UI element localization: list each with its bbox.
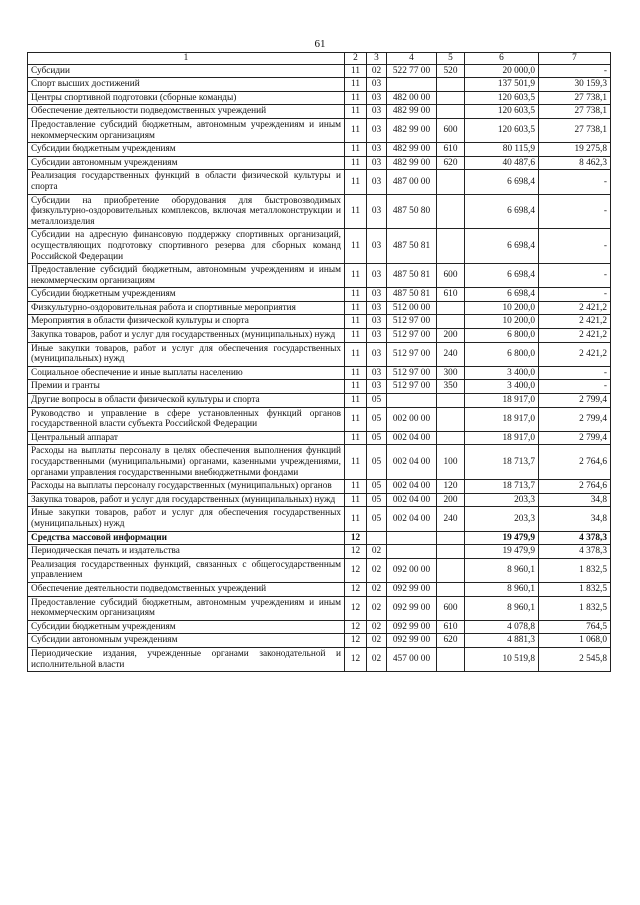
section-code: 12 [345,596,367,620]
amount-plan: 8 960,1 [465,596,539,620]
header-cell: 5 [437,53,465,65]
subsection-code: 03 [367,143,387,157]
subsection-code: 03 [367,264,387,288]
target-item-code: 512 00 00 [387,301,437,315]
amount-plan: 6 800,0 [465,342,539,366]
row-name: Иные закупки товаров, работ и услуг для обеспечения государственных (муниципальных) нужд [28,507,345,531]
header-cell: 7 [539,53,611,65]
table-row [28,366,611,380]
table-row [28,342,611,366]
target-item-code: 092 00 00 [387,558,437,582]
table-row [28,78,611,92]
section-code: 11 [345,480,367,494]
expense-type-code: 610 [437,620,465,634]
amount-actual: 2 421,2 [539,329,611,343]
budget-table [27,52,611,672]
section-code: 12 [345,545,367,559]
amount-actual: - [539,170,611,194]
expense-type-code [437,558,465,582]
target-item-code: 482 99 00 [387,156,437,170]
row-name: Закупка товаров, работ и услуг для государственных (муниципальных) нужд [28,493,345,507]
subsection-code: 02 [367,634,387,648]
section-code: 11 [345,380,367,394]
page-number: 61 [314,38,326,50]
table-row [28,380,611,394]
amount-plan: 120 603,5 [465,105,539,119]
section-code: 11 [345,91,367,105]
section-code: 11 [345,342,367,366]
expense-type-code: 600 [437,264,465,288]
subsection-code: 03 [367,380,387,394]
expense-type-code: 520 [437,64,465,78]
subsection-code: 05 [367,507,387,531]
expense-type-code: 100 [437,445,465,480]
amount-plan: 203,3 [465,507,539,531]
amount-actual: - [539,194,611,229]
amount-actual: - [539,366,611,380]
row-name: Периодические издания, учрежденные органами законодательной и исполнительной власти [28,647,345,671]
subsection-code: 05 [367,493,387,507]
subsection-code: 05 [367,445,387,480]
amount-actual: 1 832,5 [539,596,611,620]
expense-type-code: 610 [437,143,465,157]
subsection-code: 02 [367,558,387,582]
expense-type-code [437,582,465,596]
expense-type-code [437,647,465,671]
subsection-code: 03 [367,342,387,366]
target-item-code: 002 04 00 [387,507,437,531]
table-row [28,91,611,105]
amount-actual: 27 738,1 [539,118,611,142]
amount-plan: 6 698,4 [465,288,539,302]
table-row [28,545,611,559]
header-cell: 2 [345,53,367,65]
section-code: 11 [345,394,367,408]
section-code: 11 [345,118,367,142]
table-row [28,143,611,157]
amount-actual: 19 275,8 [539,143,611,157]
table-row [28,596,611,620]
section-code: 11 [345,366,367,380]
amount-actual: 2 545,8 [539,647,611,671]
row-name: Субсидии бюджетным учреждениям [28,143,345,157]
section-code: 12 [345,558,367,582]
row-name: Другие вопросы в области физической культуры и спорта [28,394,345,408]
table-row [28,431,611,445]
row-name: Центральный аппарат [28,431,345,445]
subsection-code: 03 [367,288,387,302]
amount-actual: 4 378,3 [539,545,611,559]
section-code: 11 [345,445,367,480]
table-row [28,507,611,531]
amount-actual: 2 421,2 [539,342,611,366]
amount-plan: 120 603,5 [465,118,539,142]
amount-actual: 34,8 [539,507,611,531]
expense-type-code: 240 [437,507,465,531]
amount-actual: - [539,229,611,264]
row-name: Иные закупки товаров, работ и услуг для обеспечения государственных (муниципальных) нужд [28,342,345,366]
section-code: 11 [345,301,367,315]
amount-plan: 6 800,0 [465,329,539,343]
amount-actual: 764,5 [539,620,611,634]
target-item-code: 092 99 00 [387,620,437,634]
target-item-code: 092 99 00 [387,582,437,596]
amount-actual: - [539,380,611,394]
amount-plan: 3 400,0 [465,380,539,394]
row-name: Социальное обеспечение и иные выплаты населению [28,366,345,380]
expense-type-code [437,315,465,329]
table-row [28,634,611,648]
expense-type-code: 600 [437,118,465,142]
subsection-code: 03 [367,229,387,264]
row-name: Субсидии автономным учреждениям [28,156,345,170]
amount-plan: 10 200,0 [465,301,539,315]
amount-plan: 40 487,6 [465,156,539,170]
amount-actual: 2 421,2 [539,315,611,329]
row-name: Субсидии бюджетным учреждениям [28,288,345,302]
amount-actual: 2 799,4 [539,431,611,445]
row-name: Субсидии [28,64,345,78]
table-row [28,194,611,229]
section-code: 11 [345,229,367,264]
section-code: 11 [345,407,367,431]
table-row [28,582,611,596]
target-item-code: 002 04 00 [387,431,437,445]
table-row [28,394,611,408]
row-name: Премии и гранты [28,380,345,394]
row-name: Предоставление субсидий бюджетным, автономным учреждениям и иным некоммерческим организациям [28,118,345,142]
subsection-code: 02 [367,545,387,559]
amount-plan: 6 698,4 [465,229,539,264]
row-name: Руководство и управление в сфере установленных функций органов государственной власти субъекта Российской Федерации [28,407,345,431]
amount-plan: 8 960,1 [465,582,539,596]
table-row [28,407,611,431]
expense-type-code: 610 [437,288,465,302]
section-code: 11 [345,315,367,329]
table-row [28,329,611,343]
amount-actual: 2 421,2 [539,301,611,315]
subsection-code: 03 [367,118,387,142]
subsection-code: 05 [367,480,387,494]
amount-actual: 2 799,4 [539,394,611,408]
table-row [28,170,611,194]
subsection-code [367,531,387,545]
amount-actual: 30 159,3 [539,78,611,92]
section-code: 11 [345,507,367,531]
subsection-code: 05 [367,407,387,431]
amount-plan: 19 479,9 [465,531,539,545]
table-row [28,531,611,545]
amount-plan: 137 501,9 [465,78,539,92]
subsection-code: 03 [367,170,387,194]
section-code: 12 [345,582,367,596]
expense-type-code [437,407,465,431]
table-row [28,493,611,507]
amount-plan: 4 078,8 [465,620,539,634]
target-item-code: 512 97 00 [387,342,437,366]
section-code: 12 [345,620,367,634]
subsection-code: 03 [367,366,387,380]
target-item-code [387,78,437,92]
target-item-code: 457 00 00 [387,647,437,671]
amount-actual: - [539,264,611,288]
target-item-code: 482 99 00 [387,143,437,157]
table-row [28,64,611,78]
row-name: Физкультурно-оздоровительная работа и спортивные мероприятия [28,301,345,315]
table-row [28,480,611,494]
expense-type-code: 200 [437,493,465,507]
amount-plan: 18 917,0 [465,394,539,408]
expense-type-code [437,170,465,194]
amount-plan: 18 713,7 [465,445,539,480]
amount-plan: 203,3 [465,493,539,507]
row-name: Предоставление субсидий бюджетным, автономным учреждениям и иным некоммерческим организациям [28,264,345,288]
subsection-code: 03 [367,105,387,119]
amount-plan: 8 960,1 [465,558,539,582]
expense-type-code [437,194,465,229]
target-item-code: 512 97 00 [387,380,437,394]
row-name: Периодическая печать и издательства [28,545,345,559]
target-item-code: 482 99 00 [387,118,437,142]
subsection-code: 02 [367,64,387,78]
amount-plan: 19 479,9 [465,545,539,559]
row-name: Субсидии автономным учреждениям [28,634,345,648]
target-item-code [387,394,437,408]
subsection-code: 05 [367,431,387,445]
table-row [28,118,611,142]
expense-type-code: 600 [437,596,465,620]
expense-type-code: 620 [437,156,465,170]
table-row [28,301,611,315]
subsection-code: 03 [367,78,387,92]
section-code: 11 [345,493,367,507]
row-name: Обеспечение деятельности подведомственных учреждений [28,582,345,596]
row-name: Центры спортивной подготовки (сборные команды) [28,91,345,105]
target-item-code: 512 97 00 [387,329,437,343]
amount-plan: 20 000,0 [465,64,539,78]
amount-plan: 18 917,0 [465,407,539,431]
amount-plan: 80 115,9 [465,143,539,157]
target-item-code: 092 99 00 [387,634,437,648]
target-item-code: 487 50 80 [387,194,437,229]
target-item-code: 512 97 00 [387,315,437,329]
row-name: Реализация государственных функций, связанных с общегосударственным управлением [28,558,345,582]
row-name: Субсидии на адресную финансовую поддержку спортивных организаций, осуществляющих подготовку спортивного резерва для сборных команд Российской Федерации [28,229,345,264]
expense-type-code: 300 [437,366,465,380]
amount-actual: 1 832,5 [539,582,611,596]
target-item-code: 002 04 00 [387,493,437,507]
expense-type-code [437,531,465,545]
expense-type-code [437,545,465,559]
subsection-code: 02 [367,647,387,671]
expense-type-code [437,91,465,105]
amount-actual: 34,8 [539,493,611,507]
section-code: 11 [345,78,367,92]
subsection-code: 03 [367,91,387,105]
section-code: 11 [345,143,367,157]
section-code: 11 [345,288,367,302]
target-item-code: 002 04 00 [387,480,437,494]
expense-type-code: 120 [437,480,465,494]
expense-type-code [437,394,465,408]
subsection-code: 03 [367,301,387,315]
expense-type-code [437,78,465,92]
row-name: Расходы на выплаты персоналу в целях обеспечения выполнения функций государственными (муниципальными) органами, казенными учреждениями, органами управления государственными внебюджетными фондами [28,445,345,480]
table-row [28,647,611,671]
table-row [28,445,611,480]
header-row [28,53,611,65]
expense-type-code: 620 [437,634,465,648]
section-code: 11 [345,264,367,288]
amount-actual: - [539,64,611,78]
row-name: Спорт высших достижений [28,78,345,92]
expense-type-code: 200 [437,329,465,343]
section-code: 11 [345,431,367,445]
amount-actual: 27 738,1 [539,105,611,119]
row-name: Закупка товаров, работ и услуг для государственных (муниципальных) нужд [28,329,345,343]
header-cell: 6 [465,53,539,65]
target-item-code [387,545,437,559]
target-item-code: 482 99 00 [387,105,437,119]
amount-plan: 18 713,7 [465,480,539,494]
expense-type-code [437,431,465,445]
amount-actual: 1 068,0 [539,634,611,648]
expense-type-code: 240 [437,342,465,366]
subsection-code: 02 [367,620,387,634]
row-name: Средства массовой информации [28,531,345,545]
table-row [28,288,611,302]
subsection-code: 03 [367,194,387,229]
target-item-code: 487 50 81 [387,264,437,288]
target-item-code: 002 00 00 [387,407,437,431]
section-code: 12 [345,531,367,545]
section-code: 11 [345,64,367,78]
target-item-code: 482 00 00 [387,91,437,105]
table-row [28,558,611,582]
amount-actual: 2 764,6 [539,480,611,494]
subsection-code: 02 [367,596,387,620]
target-item-code: 002 04 00 [387,445,437,480]
amount-plan: 6 698,4 [465,194,539,229]
amount-actual: 4 378,3 [539,531,611,545]
section-code: 11 [345,170,367,194]
subsection-code: 03 [367,315,387,329]
target-item-code: 092 99 00 [387,596,437,620]
amount-plan: 120 603,5 [465,91,539,105]
section-code: 11 [345,329,367,343]
section-code: 12 [345,647,367,671]
row-name: Предоставление субсидий бюджетным, автономным учреждениям и иным некоммерческим организациям [28,596,345,620]
amount-actual: 2 799,4 [539,407,611,431]
amount-plan: 6 698,4 [465,264,539,288]
subsection-code: 05 [367,394,387,408]
row-name: Субсидии бюджетным учреждениям [28,620,345,634]
expense-type-code [437,105,465,119]
amount-actual: 1 832,5 [539,558,611,582]
target-item-code: 487 50 81 [387,229,437,264]
section-code: 11 [345,194,367,229]
expense-type-code [437,229,465,264]
header-cell: 4 [387,53,437,65]
amount-plan: 4 881,3 [465,634,539,648]
target-item-code [387,531,437,545]
header-cell: 1 [28,53,345,65]
row-name: Обеспечение деятельности подведомственных учреждений [28,105,345,119]
target-item-code: 522 77 00 [387,64,437,78]
amount-plan: 6 698,4 [465,170,539,194]
table-row [28,315,611,329]
row-name: Реализация государственных функций в области физической культуры и спорта [28,170,345,194]
section-code: 11 [345,156,367,170]
subsection-code: 03 [367,329,387,343]
row-name: Мероприятия в области физической культуры и спорта [28,315,345,329]
table-row [28,229,611,264]
row-name: Субсидии на приобретение оборудования для быстровозводимых физкультурно-оздоровительных комплексов, включая металлоконструкции и металлоизделия [28,194,345,229]
header-cell: 3 [367,53,387,65]
amount-plan: 10 200,0 [465,315,539,329]
table-row [28,264,611,288]
section-code: 11 [345,105,367,119]
subsection-code: 02 [367,582,387,596]
expense-type-code: 350 [437,380,465,394]
amount-actual: - [539,288,611,302]
subsection-code: 03 [367,156,387,170]
table-row [28,156,611,170]
target-item-code: 487 50 81 [387,288,437,302]
table-row [28,105,611,119]
expense-type-code [437,301,465,315]
amount-plan: 10 519,8 [465,647,539,671]
amount-plan: 18 917,0 [465,431,539,445]
amount-actual: 2 764,6 [539,445,611,480]
target-item-code: 487 00 00 [387,170,437,194]
amount-plan: 3 400,0 [465,366,539,380]
amount-actual: 8 462,3 [539,156,611,170]
amount-actual: 27 738,1 [539,91,611,105]
table-row [28,620,611,634]
row-name: Расходы на выплаты персоналу государственных (муниципальных) органов [28,480,345,494]
target-item-code: 512 97 00 [387,366,437,380]
section-code: 12 [345,634,367,648]
